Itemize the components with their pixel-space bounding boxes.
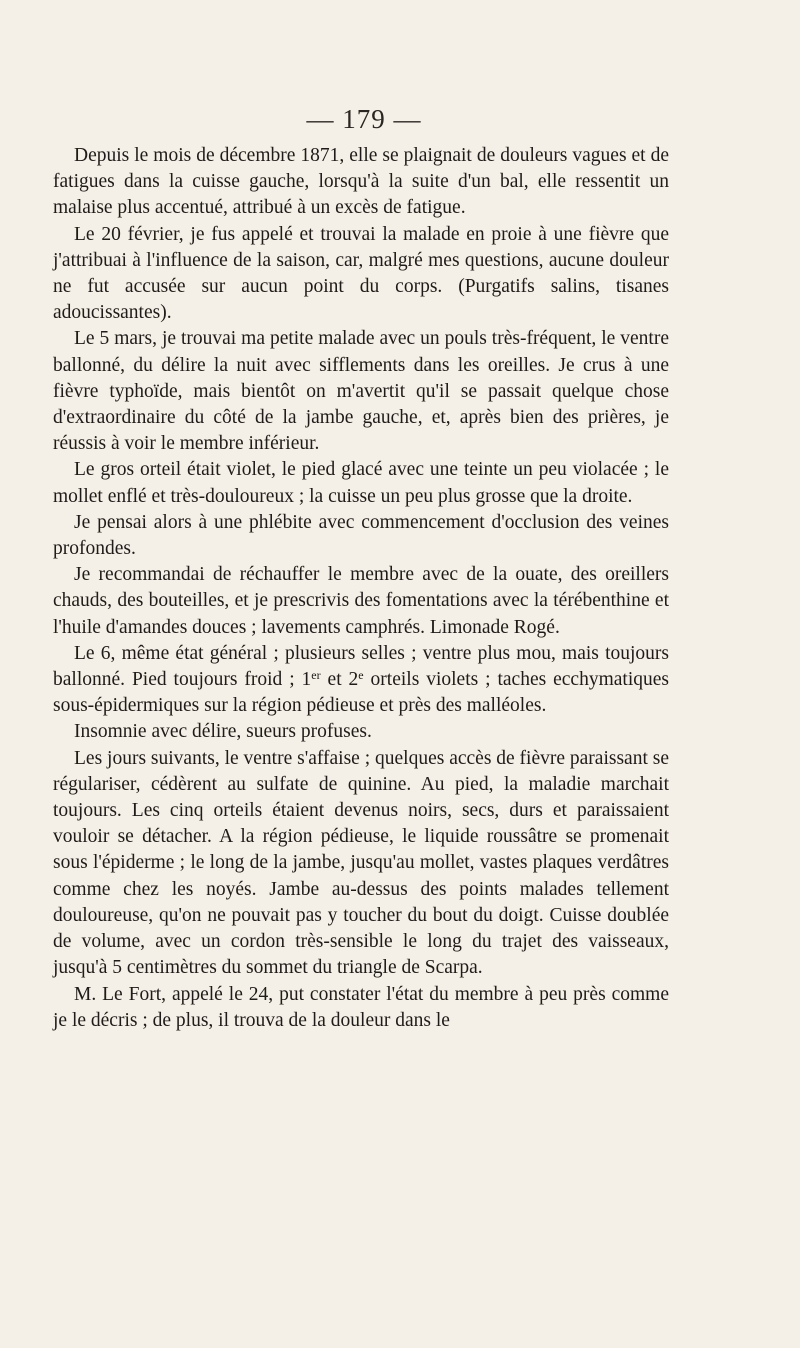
superscript-e: e [358, 668, 364, 683]
paragraph-7-end: orteils violets ; taches ecchymatiques sous-épidermiques sur la région pédieuse et près des malléoles. [53, 669, 669, 717]
page-number: — 179 — [306, 104, 422, 134]
paragraph-5: Je pensai alors à une phlébite avec commencement d'occlusion des veines profondes. [53, 511, 669, 560]
paragraph-8: Insomnie avec délire, sueurs profuses. [74, 721, 372, 743]
paragraph-7-mid: et 2 [320, 669, 359, 691]
paragraph-7-start: Le 6, même état général ; plusieurs selles ; ventre plus mou, mais toujours ballonné. Pied toujours froid ; 1 [53, 642, 669, 691]
paragraph-6: Je recommandai de réchauffer le membre avec de la ouate, des oreillers chauds, des bouteilles, et je prescrivis des fomentations avec la térébenthine et l'huile d'amandes douces ; lavements camphrés. Limonade Rogé. [53, 564, 669, 638]
paragraph-10: M. Le Fort, appelé le 24, put constater l'état du membre à peu près comme je le décris ; de plus, il trouva de la douleur dans le [53, 983, 669, 1031]
paragraph-2: Le 20 février, je fus appelé et trouvai la malade en proie à une fièvre que j'attribuai à l'influence de la saison, car, malgré mes questions, aucune douleur ne fut accusée sur aucun point du corps. (Purgatifs salins, tisanes adoucissantes). [53, 223, 669, 324]
superscript-er: er [311, 668, 321, 683]
paragraph-7 [53, 641, 669, 720]
paragraph-3: Le 5 mars, je trouvai ma petite malade avec un pouls très-fréquent, le ventre ballonné, du délire la nuit avec sifflements dans les oreilles. Je crus à une fièvre typhoïde, mais bientôt on m'avertit qu'il se passait quelque chose d'extraordinaire du côté de la jambe gauche, et, après bien des prières, je réussis à voir le membre inférieur. [53, 328, 669, 455]
paragraph-1: Depuis le mois de décembre 1871, elle se plaignait de douleurs vagues et de fatigues dans la cuisse gauche, lorsqu'à la suite d'un bal, elle ressentit un malaise plus accentué, attribué à un excès de fatigue. [53, 145, 669, 219]
paragraph-9: Les jours suivants, le ventre s'affaise ; quelques accès de fièvre paraissant se régulariser, cédèrent au sulfate de quinine. Au pied, la maladie marchait toujours. Les cinq orteils étaient devenus noirs, secs, durs et paraissaient vouloir se détacher. A la région pédieuse, le liquide roussâtre se promenait sous l'épiderme ; le long de la jambe, jusqu'au mollet, vastes plaques verdâtres comme chez les noyés. Jambe au-dessus des points malades tellement douloureuse, qu'on ne pouvait pas y toucher du bout du doigt. Cuisse doublée de volume, avec un cordon très-sensible le long du trajet des vaisseaux, jusqu'à 5 centimètres du sommet du triangle de Scarpa. [53, 747, 669, 979]
paragraph-4: Le gros orteil était violet, le pied glacé avec une teinte un peu violacée ; le mollet enflé et très-douloureux ; la cuisse un peu plus grosse que la droite. [53, 459, 669, 507]
body-text [53, 143, 669, 1034]
